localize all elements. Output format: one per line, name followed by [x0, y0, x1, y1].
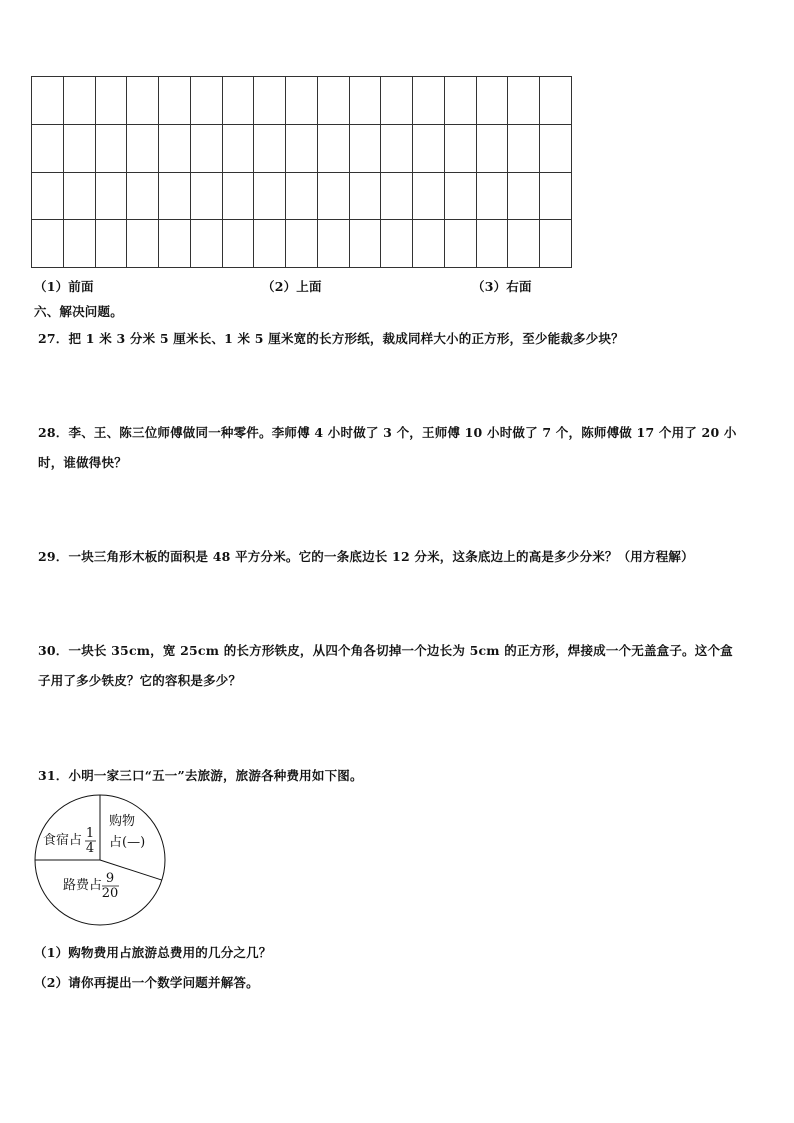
grid-cell	[191, 220, 223, 268]
grid-cell	[381, 125, 413, 173]
grid-cell	[64, 220, 96, 268]
view-drawing-grid	[31, 76, 572, 268]
grid-cell	[381, 173, 413, 221]
grid-cell	[64, 125, 96, 173]
question-31: 31．小明一家三口“五一”去旅游，旅游各种费用如下图。	[38, 768, 363, 783]
grid-cell	[508, 220, 540, 268]
grid-cell	[413, 125, 445, 173]
grid-cell	[350, 173, 382, 221]
grid-cell	[350, 220, 382, 268]
slice-lodging-numerator: 1	[85, 826, 95, 841]
grid-cell	[223, 125, 255, 173]
question-31-part1: （1）购物费用占旅游总费用的几分之几？	[34, 945, 272, 960]
grid-cell	[540, 77, 572, 125]
grid-cell	[254, 173, 286, 221]
grid-cell	[508, 173, 540, 221]
grid-cell	[32, 173, 64, 221]
grid-cell	[159, 77, 191, 125]
grid-cell	[254, 77, 286, 125]
grid-cell	[191, 77, 223, 125]
grid-cell	[96, 220, 128, 268]
grid-cell	[96, 77, 128, 125]
grid-cell	[191, 173, 223, 221]
grid-cell	[286, 77, 318, 125]
grid-cell	[318, 173, 350, 221]
question-28-line2: 时，谁做得快？	[38, 455, 127, 470]
question-31-part2: （2）请你再提出一个数学问题并解答。	[34, 975, 259, 990]
grid-cell	[286, 125, 318, 173]
question-29: 29．一块三角形木板的面积是 48 平方分米。它的一条底边长 12 分米，这条底边上的高是多少分米？（用方程解）	[38, 549, 694, 564]
question-30-line1: 30．一块长 35cm，宽 25cm 的长方形铁皮，从四个角各切掉一个边长为 5cm 的正方形，焊接成一个无盖盒子。这个盒	[38, 643, 733, 658]
grid-cell	[381, 77, 413, 125]
slice-label-shopping-line1: 购物	[109, 814, 136, 829]
grid-cell	[254, 125, 286, 173]
grid-cell	[445, 173, 477, 221]
slice-travel-denominator: 20	[101, 886, 119, 901]
grid-cell	[540, 125, 572, 173]
grid-cell	[223, 173, 255, 221]
grid-cell	[96, 125, 128, 173]
grid-cell	[508, 125, 540, 173]
question-27: 27．把 1 米 3 分米 5 厘米长、1 米 5 厘米宽的长方形纸，裁成同样大小的正方形，至少能裁多少块？	[38, 331, 624, 346]
grid-cell	[445, 125, 477, 173]
grid-cell	[96, 173, 128, 221]
question-28-line1: 28．李、王、陈三位师傅做同一种零件。李师傅 4 小时做了 3 个，王师傅 10 小时做了 7 个，陈师傅做 17 个用了 20 小	[38, 425, 737, 440]
grid-cell	[381, 220, 413, 268]
grid-cell	[477, 173, 509, 221]
grid-cell	[318, 77, 350, 125]
grid-cell	[508, 77, 540, 125]
grid-cell	[540, 220, 572, 268]
grid-cell	[159, 173, 191, 221]
label-right-view: （3）右面	[472, 279, 532, 294]
grid-cell	[350, 125, 382, 173]
grid-cell	[32, 125, 64, 173]
grid-cell	[286, 220, 318, 268]
grid-cell	[32, 220, 64, 268]
slice-label-lodging: 食宿占	[43, 833, 83, 848]
grid-cell	[159, 220, 191, 268]
label-top-view: （2）上面	[262, 279, 322, 294]
grid-cell	[350, 77, 382, 125]
slice-lodging-denominator: 4	[85, 841, 95, 856]
grid-cell	[223, 220, 255, 268]
grid-cell	[64, 77, 96, 125]
label-front-view: （1）前面	[34, 279, 94, 294]
grid-cell	[477, 220, 509, 268]
slice-travel-numerator: 9	[105, 871, 115, 886]
grid-cell	[318, 220, 350, 268]
slice-label-shopping-line2: 占(—)	[109, 835, 146, 850]
grid-cell	[191, 125, 223, 173]
grid-cell	[127, 77, 159, 125]
grid-cell	[32, 77, 64, 125]
grid-cell	[286, 173, 318, 221]
grid-cell	[254, 220, 286, 268]
grid-cell	[413, 220, 445, 268]
grid-cell	[445, 220, 477, 268]
grid-cell	[413, 173, 445, 221]
question-30-line2: 子用了多少铁皮？它的容积是多少？	[38, 673, 242, 688]
grid-cell	[318, 125, 350, 173]
grid-cell	[413, 77, 445, 125]
grid-cell	[477, 125, 509, 173]
grid-cell	[127, 173, 159, 221]
grid-cell	[445, 77, 477, 125]
grid-cell	[540, 173, 572, 221]
slice-label-travel: 路费占	[63, 878, 103, 893]
grid-cell	[159, 125, 191, 173]
expense-pie-chart	[30, 790, 180, 930]
grid-cell	[127, 220, 159, 268]
grid-cell	[64, 173, 96, 221]
section-heading: 六、解决问题。	[34, 304, 123, 319]
grid-cell	[127, 125, 159, 173]
grid-cell	[223, 77, 255, 125]
grid-cell	[477, 77, 509, 125]
